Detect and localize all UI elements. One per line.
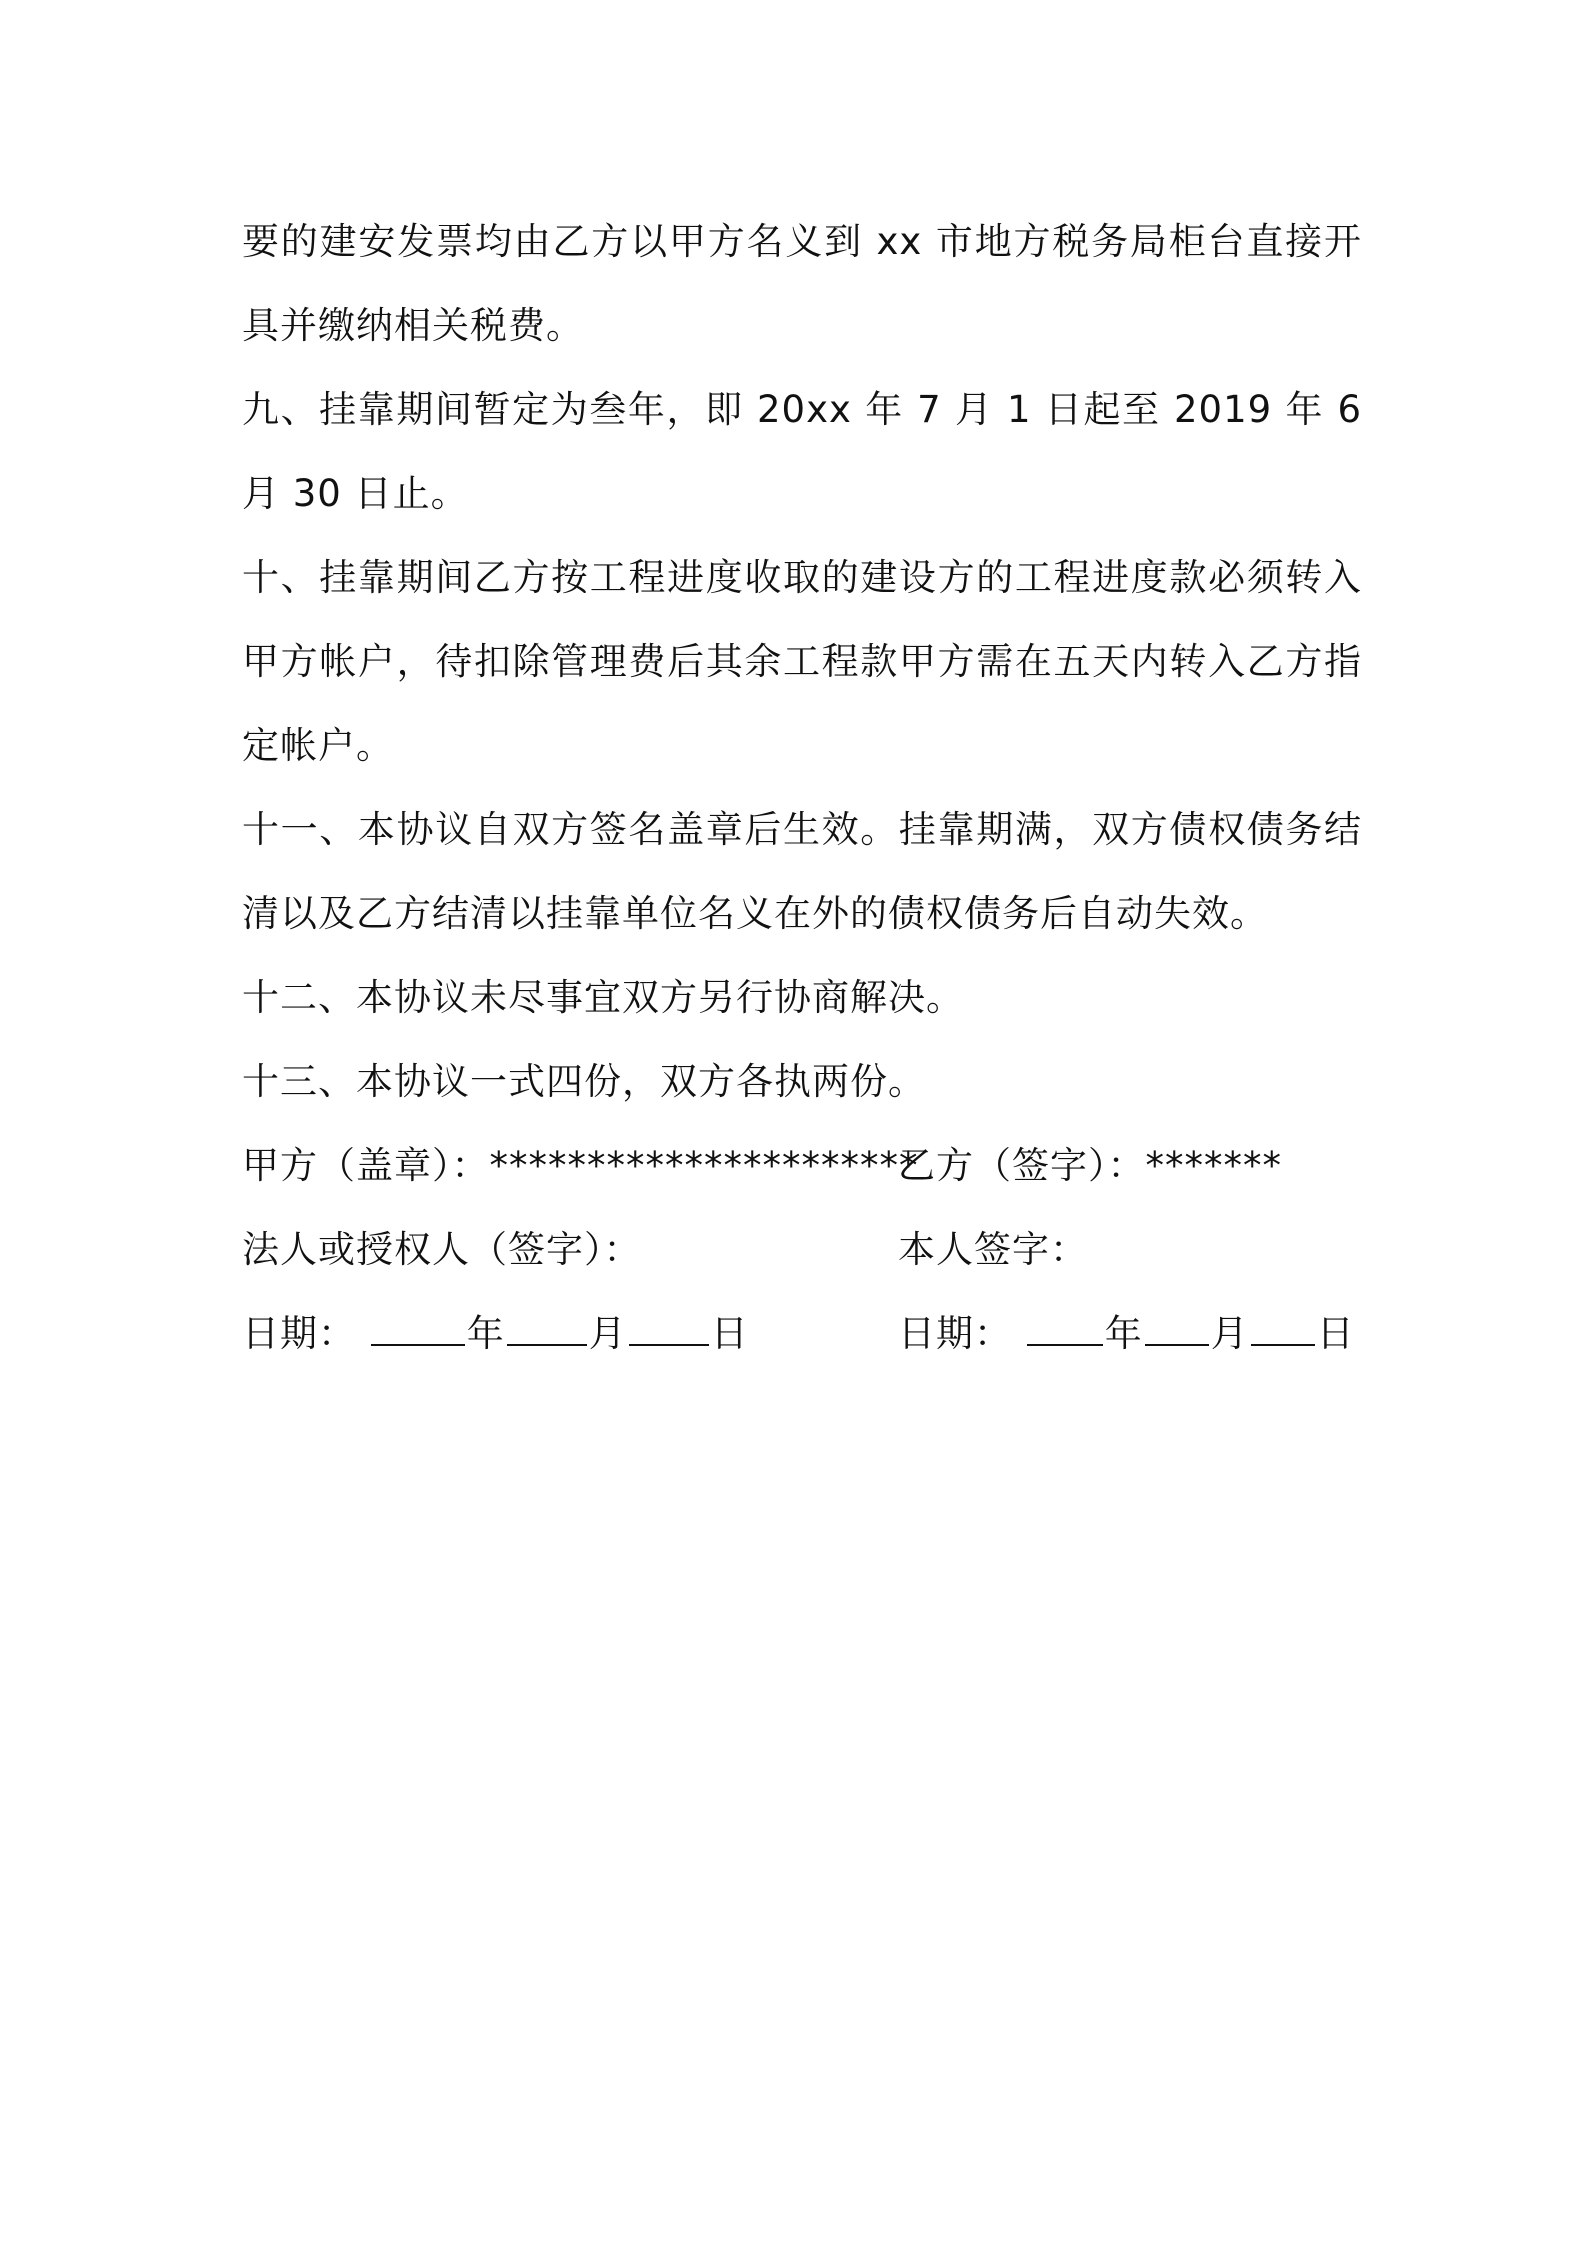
party-a-date	[242, 1292, 749, 1376]
clause-10: 十、挂靠期间乙方按工程进度收取的建设方的工程进度款必须转入甲方帐户，待扣除管理费后其余工程款甲方需在五天内转入乙方指定帐户。	[242, 556, 1362, 767]
year-label: 年	[466, 1312, 505, 1355]
clause-13: 十三、本协议一式四份，双方各执两份。	[242, 1060, 926, 1103]
clause-9: 九、挂靠期间暂定为叁年，即 20xx 年 7 月 1 日起至 2019 年 6 月 30 日止。	[242, 388, 1362, 515]
clause-continuation: 要的建安发票均由乙方以甲方名义到 xx 市地方税务局柜台直接开具并缴纳相关税费。	[242, 220, 1362, 347]
self-sign-label: 本人签字：	[898, 1228, 1088, 1271]
legal-rep-sign-label: 法人或授权人（签字）：	[242, 1228, 642, 1271]
year-blank[interactable]	[1027, 1314, 1103, 1346]
signature-row-dates	[242, 1292, 1362, 1376]
day-blank[interactable]	[1251, 1314, 1315, 1346]
month-label: 月	[1210, 1312, 1249, 1355]
month-label: 月	[588, 1312, 627, 1355]
clause-11: 十一、本协议自双方签名盖章后生效。挂靠期满，双方债权债务结清以及乙方结清以挂靠单位名义在外的债权债务后自动失效。	[242, 808, 1362, 935]
party-b-date	[898, 1292, 1355, 1376]
month-blank[interactable]	[507, 1314, 587, 1346]
day-blank[interactable]	[629, 1314, 709, 1346]
date-label: 日期：	[898, 1312, 1012, 1355]
day-label: 日	[710, 1312, 749, 1355]
party-b-sign-label: 乙方（签字）：*******	[898, 1144, 1282, 1187]
agreement-body	[242, 200, 1362, 1376]
year-blank[interactable]	[371, 1314, 465, 1346]
clause-12: 十二、本协议未尽事宜双方另行协商解决。	[242, 976, 964, 1019]
signature-row-signers	[242, 1208, 1362, 1292]
year-label: 年	[1104, 1312, 1143, 1355]
date-label: 日期：	[242, 1312, 356, 1355]
party-a-seal-label: 甲方（盖章）：**********************	[242, 1144, 919, 1187]
signature-row-parties	[242, 1124, 1362, 1208]
day-label: 日	[1316, 1312, 1355, 1355]
month-blank[interactable]	[1145, 1314, 1209, 1346]
